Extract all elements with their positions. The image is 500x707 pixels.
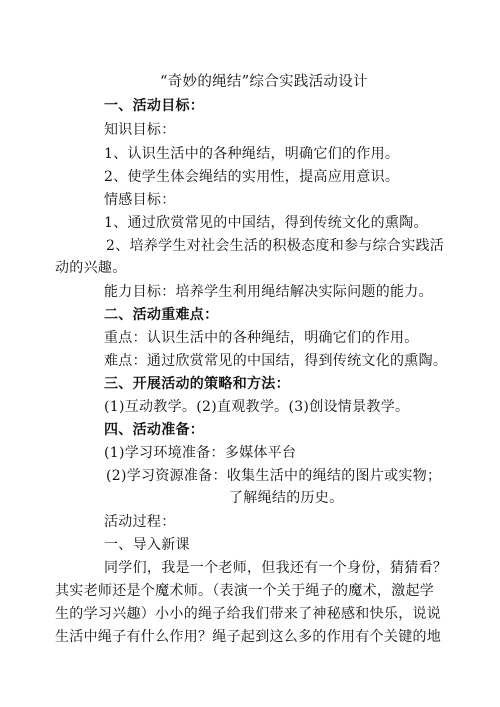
paragraph-line: 难点：通过欣赏常见的中国结，得到传统文化的熏陶。 [104,353,448,369]
paragraph-line: (2)学习资源准备：收集生活中的绳结的图片或实物； [106,468,442,484]
paragraph-line: 2、培养学生对社会生活的积极态度和参与综合实践活 [106,238,445,254]
paragraph-line-ability: 能力目标：培养学生利用绳结解决实际问题的能力。 [104,284,433,300]
paragraph-line: 重点：认识生活中的各种绳结，明确它们的作用。 [104,330,419,346]
paragraph-line: 同学们，我是一个老师，但我还有一个身份，猜猜看？ [104,560,448,576]
section-heading-keypoints: 二、活动重难点： [104,307,219,323]
section-heading-methods: 三、开展活动的策略和方法： [104,376,290,392]
paragraph-line: 2、使学生体会绳结的实用性，提高应用意识。 [104,169,400,185]
subheading-knowledge: 知识目标： [104,122,176,138]
section-heading-goals: 一、活动目标： [104,98,205,114]
subheading-emotion: 情感目标： [104,192,176,208]
paragraph-line: 动的兴趣。 [55,260,127,276]
paragraph-line: (1)互动教学。(2)直观教学。(3)创设情景教学。 [104,399,410,415]
paragraph-line: 1、通过欣赏常见的中国结，得到传统文化的熏陶。 [104,215,428,231]
subheading-intro: 一、导入新课 [104,537,190,553]
paragraph-line: 了解绳结的历史。 [229,490,344,506]
paragraph-line: (1)学习环境准备：多媒体平台 [104,445,297,461]
subheading-process: 活动过程： [104,514,176,530]
paragraph-line: 1、认识生活中的各种绳结，明确它们的作用。 [104,146,400,162]
paragraph-line: 生的学习兴趣）小小的绳子给我们带来了神秘感和快乐，说说 [55,606,442,622]
paragraph-line: 生活中绳子有什么作用？绳子起到这么多的作用有个关键的地 [55,629,442,645]
section-heading-preparation: 四、活动准备： [104,422,205,438]
document-title: “奇妙的绳结”综合实践活动设计 [160,74,368,90]
paragraph-line: 其实老师还是个魔术师。（表演一个关于绳子的魔术，激起学 [55,583,435,599]
